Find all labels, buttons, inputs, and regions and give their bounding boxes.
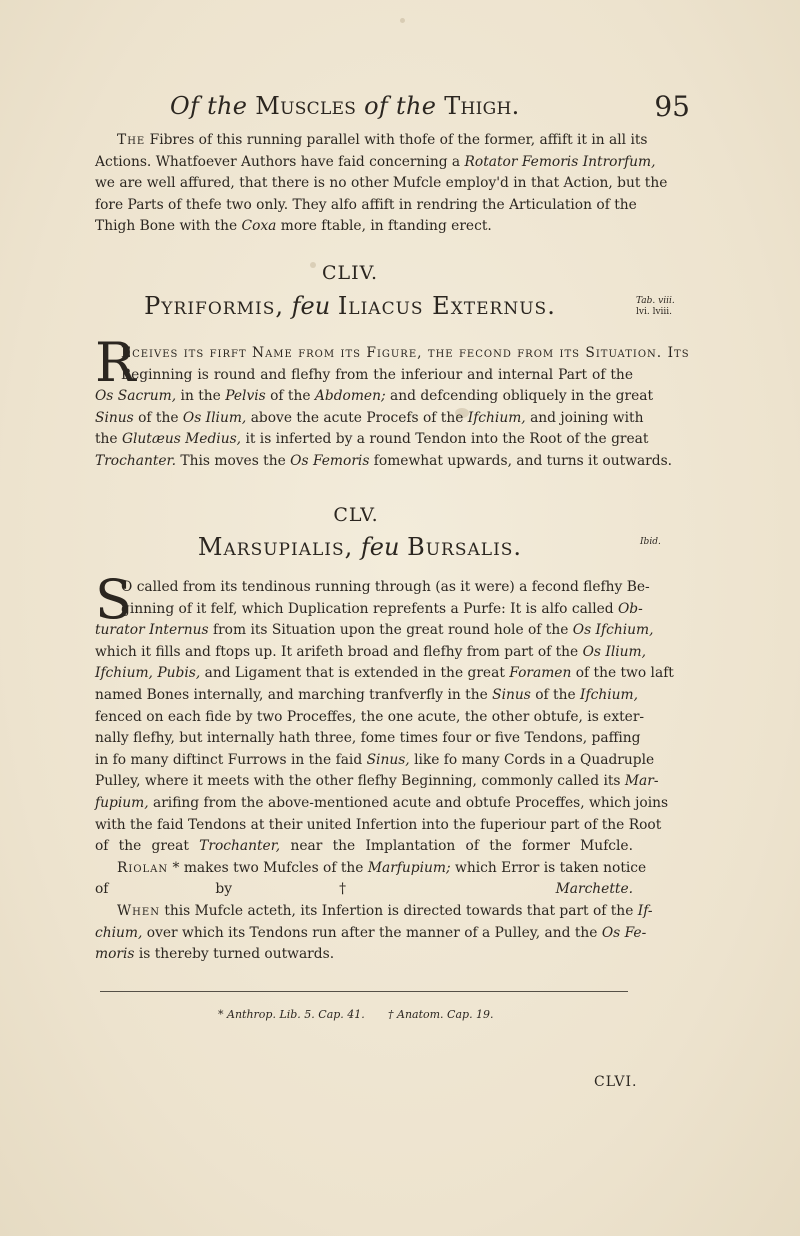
text-line	[95, 685, 638, 707]
text-line	[95, 216, 633, 238]
running-title: Of the Muscles of the Thigh.	[170, 92, 520, 120]
text-run: the	[95, 431, 122, 448]
text-run: of the two laft	[571, 665, 674, 682]
text-line	[95, 771, 659, 793]
footnote-2: † Anatom. Cap. 19.	[388, 1008, 494, 1021]
italic-term: If-	[637, 902, 653, 919]
margin-note-ibid: Ibid.	[640, 537, 661, 547]
italic-term: turator Internus	[95, 622, 209, 639]
italic-term: Os Fe-	[601, 924, 647, 941]
text-line	[95, 728, 641, 750]
text-line	[95, 901, 653, 923]
text-run: with the faid Tendons at their united Infertion into the fuperiour part of the Root	[95, 816, 662, 833]
text-run: of the	[265, 388, 315, 405]
text-run: * makes two Mufcles of the	[168, 859, 368, 876]
text-run: O called from its tendinous running through (as it were) a fecond flefhy Be-	[121, 579, 650, 595]
text-line	[95, 858, 647, 880]
italic-term: Os Sacrum,	[95, 388, 177, 405]
catchword: CLVI.	[594, 1074, 638, 1090]
text-line	[95, 130, 648, 152]
text-run: over which its Tendons run after the manner of a Pulley, and the	[142, 924, 602, 941]
text-line	[95, 707, 645, 729]
section-numeral-155: CLV.	[333, 504, 379, 526]
italic-term: Ifchium,	[467, 409, 526, 426]
text-line	[95, 343, 690, 365]
page-number: 95	[654, 90, 690, 123]
section-title-154: Pyriformis, feu Iliacus Externus.	[144, 292, 556, 320]
text-line	[95, 152, 656, 174]
italic-term: Ob-	[618, 600, 643, 617]
italic-term: Abdomen;	[314, 388, 386, 405]
text-run: When	[117, 902, 160, 919]
text-run: from its Situation upon the great round hole of the	[208, 622, 573, 639]
text-line	[95, 944, 633, 966]
running-header	[170, 92, 690, 126]
text-line	[95, 879, 633, 901]
drop-cap-s: S	[95, 568, 132, 631]
section-155-body	[95, 568, 674, 966]
italic-term: Marchette.	[555, 881, 633, 898]
text-run: named Bones internally, and marching tranfverfly in the	[95, 686, 493, 703]
text-run: fore Parts of thefe two only. They alfo affift in rendring the Articulation of the	[95, 196, 637, 213]
italic-term: Foramen	[509, 665, 572, 682]
text-run: of the	[133, 409, 183, 426]
text-run: above the acute Procefs of the	[246, 409, 468, 426]
text-line	[95, 599, 643, 621]
footnote-1: * Anthrop. Lib. 5. Cap. 41.	[218, 1008, 365, 1021]
text-run: which it fills and ftops up. It arifeth broad and flefhy from part of the	[95, 643, 583, 660]
text-run: Pulley, where it meets with the other flefhy Beginning, commonly called its	[95, 773, 625, 790]
section-154-body	[95, 343, 690, 473]
text-line	[95, 750, 655, 772]
text-run: nally flefhy, but internally hath three, fome times four or five Tendons, paffing	[95, 730, 641, 747]
italic-term: Marfupium;	[367, 859, 451, 876]
text-run: is thereby turned outwards.	[134, 946, 335, 963]
text-line	[95, 793, 669, 815]
text-line	[95, 923, 647, 945]
text-run: and Ligament that is extended in the great	[200, 665, 510, 682]
text-line	[95, 663, 674, 685]
text-line	[95, 451, 673, 473]
text-run: this Mufcle acteth, its Infertion is directed towards that part of the	[159, 902, 638, 919]
italic-term: Trochanter,	[199, 838, 281, 855]
text-run: which Error is taken notice	[450, 859, 647, 876]
text-run: Fibres of this running parallel with thofe of the former, affift it in all its	[145, 132, 648, 148]
text-run: it is inferted by a round Tendon into the Root of the great	[241, 431, 649, 448]
italic-term: Os Ilium,	[582, 643, 647, 660]
intro-paragraph	[95, 130, 668, 238]
italic-term: chium,	[95, 924, 143, 941]
text-run: Actions. Whatfoever Authors have faid concerning a	[95, 153, 465, 170]
italic-term: Os Femoris	[290, 452, 370, 469]
text-run: of the great	[95, 838, 200, 855]
text-run: This moves the	[176, 452, 291, 469]
text-run: and joining with	[525, 409, 644, 426]
text-run: ginning of it felf, which Duplication reprefents a Purfe: It is alfo called	[121, 600, 618, 617]
italic-term: Ifchium, Pubis,	[95, 665, 201, 682]
text-line	[95, 620, 654, 642]
text-line	[95, 815, 662, 837]
italic-term: Rotator Femoris Introrfum,	[464, 153, 656, 170]
text-run: in the	[176, 388, 226, 405]
text-line	[95, 836, 633, 858]
text-line	[95, 577, 650, 599]
italic-term: Glutæus Medius,	[121, 431, 242, 448]
footnote-rule	[100, 991, 628, 992]
text-run: we are well affured, that there is no other Mufcle employ'd in that Action, but the	[95, 175, 668, 192]
text-run: and defcending obliquely in the great	[385, 388, 654, 405]
italic-term: Coxa	[241, 218, 277, 235]
italic-term: moris	[95, 946, 135, 963]
text-run: arifing from the above-mentioned acute and obtufe Proceffes, which joins	[148, 794, 669, 811]
text-line	[95, 173, 668, 195]
text-line	[95, 195, 637, 217]
text-run: like fo many Cords in a Quadruple	[409, 751, 655, 768]
italic-term: Ifchium,	[580, 686, 638, 703]
text-run: of by †	[95, 881, 556, 898]
italic-term: Os Ilium,	[182, 409, 247, 426]
italic-term: Pelvis	[225, 388, 266, 405]
text-line	[95, 386, 654, 408]
italic-term: Sinus	[95, 409, 134, 426]
italic-term: Sinus	[492, 686, 531, 703]
text-run: of the	[530, 686, 581, 703]
text-run: Beginning is round and flefhy from the inferiour and internal Part of the	[121, 366, 633, 383]
section-numeral-154: CLIV.	[321, 262, 379, 284]
section-title-155: Marsupialis, feu Bursalis.	[197, 533, 523, 561]
text-run: Riolan	[117, 859, 169, 876]
italic-term: Sinus,	[366, 751, 410, 768]
margin-note-plates: Tab. viii. lvi. lviii.	[636, 296, 675, 317]
text-line	[95, 642, 647, 664]
drop-cap-r: R	[95, 331, 136, 394]
text-run: near the Implantation of the former Mufcle.	[280, 838, 633, 855]
text-run: fomewhat upwards, and turns it outwards.	[369, 452, 673, 469]
text-run: The	[117, 132, 146, 148]
text-run: in fo many diftinct Furrows in the faid	[95, 751, 367, 768]
italic-term: fupium,	[95, 794, 149, 811]
text-line	[95, 408, 644, 430]
text-line	[95, 429, 649, 451]
italic-term: Mar-	[624, 773, 659, 790]
text-run: fenced on each fide by two Proceffes, the one acute, the other obtufe, is exter-	[95, 708, 645, 725]
text-run: Thigh Bone with the	[95, 218, 242, 235]
italic-term: Trochanter.	[95, 452, 177, 469]
text-run: Eceives its firft Name from its Figure, the fecond from its Situation. Its	[121, 345, 690, 361]
text-run: more ftable, in ftanding erect.	[276, 218, 492, 235]
text-line	[95, 365, 633, 387]
italic-term: Os Ifchium,	[572, 622, 654, 639]
